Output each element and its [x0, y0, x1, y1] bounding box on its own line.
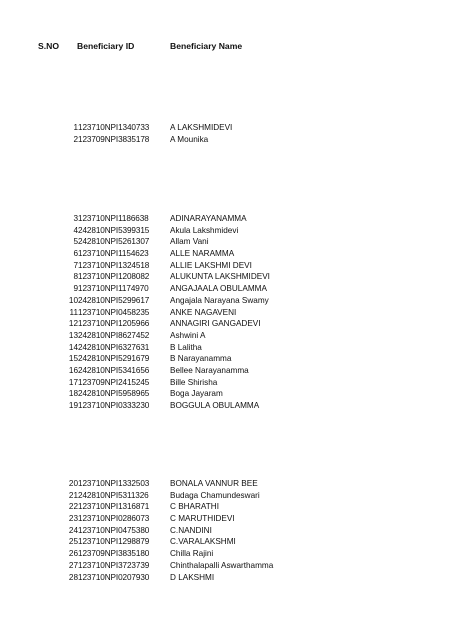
header-beneficiary-name: Beneficiary Name: [170, 41, 243, 51]
table-row: [0, 513, 474, 525]
beneficiary-name: C BHARATHI: [170, 502, 219, 512]
beneficiary-id: 123710NPI1316871: [78, 502, 150, 512]
serial-number: 7: [73, 260, 78, 270]
beneficiary-id: 242810NPI5261307: [78, 237, 150, 247]
beneficiary-name: Chilla Rajini: [170, 549, 214, 559]
table-row: [0, 353, 474, 365]
beneficiary-id: 123710NPI1186638: [78, 214, 149, 223]
serial-number: 24: [68, 525, 78, 535]
serial-number: 4: [73, 225, 78, 235]
beneficiary-id: 123710NPI1332503: [78, 479, 150, 488]
beneficiary-name: ALLE NARAMMA: [170, 249, 235, 259]
table-row: [0, 572, 474, 584]
beneficiary-name: ALUKUNTA LAKSHMIDEVI: [170, 272, 270, 282]
beneficiary-id: 242810NPI5958965: [78, 389, 150, 399]
beneficiary-id: 123710NPI1205966: [78, 319, 150, 329]
beneficiary-name: Allam Vani: [170, 237, 209, 247]
beneficiary-name: ANNAGIRI GANGADEVI: [170, 319, 261, 329]
beneficiary-id: 242810NPI5291679: [78, 354, 150, 364]
table-row: [0, 225, 474, 237]
beneficiary-id: 123710NPI1298879: [78, 537, 150, 547]
table-row: [0, 400, 474, 412]
beneficiary-name: B Lalitha: [170, 342, 202, 352]
beneficiary-id: 123710NPI1154623: [78, 249, 149, 259]
serial-number: 8: [73, 272, 78, 282]
beneficiary-id: 123710NPI1324518: [78, 260, 150, 270]
serial-number: 18: [68, 389, 78, 399]
beneficiary-name: A Mounika: [170, 134, 209, 144]
serial-number: 28: [68, 572, 78, 582]
serial-number: 27: [68, 560, 78, 570]
table-row: [0, 536, 474, 548]
table-row: [0, 388, 474, 400]
beneficiary-id: 123710NPI1340733: [78, 123, 150, 132]
table-row: [0, 134, 474, 146]
row-group-2: [0, 213, 474, 412]
beneficiary-name: C MARUTHIDEVI: [170, 514, 235, 524]
header-beneficiary-id: Beneficiary ID: [77, 41, 135, 51]
beneficiary-name: BOGGULA OBULAMMA: [170, 401, 260, 410]
table-row: [0, 365, 474, 377]
serial-number: 23: [68, 514, 78, 524]
serial-number: 6: [73, 249, 78, 259]
beneficiary-name: Angajala Narayana Swamy: [170, 295, 269, 305]
beneficiary-id: 242810NPI5399315: [78, 225, 150, 235]
beneficiary-name: BONALA VANNUR BEE: [170, 479, 258, 488]
table-row: [0, 478, 474, 490]
beneficiary-id: 242810NPI5341656: [78, 365, 150, 375]
serial-number: 13: [68, 330, 78, 340]
beneficiary-id: 123710NPI3723739: [78, 560, 150, 570]
beneficiary-name: D LAKSHMI: [170, 572, 215, 582]
beneficiary-name: Akula Lakshmidevi: [170, 225, 239, 235]
serial-number: 9: [73, 284, 78, 294]
table-row: [0, 122, 474, 134]
beneficiary-name: B Narayanamma: [170, 354, 232, 364]
beneficiary-id: 123710NPI0475380: [78, 525, 150, 535]
row-group-1: [0, 122, 474, 145]
serial-number: 2: [73, 134, 78, 144]
row-group-3: [0, 478, 474, 583]
table-row: [0, 560, 474, 572]
serial-number: 16: [68, 365, 78, 375]
beneficiary-id: 123710NPI0458235: [78, 307, 150, 317]
beneficiary-id: 242810NPI5299617: [78, 295, 150, 305]
serial-number: 22: [68, 502, 78, 512]
beneficiary-id: 242810NPI5311326: [78, 490, 149, 500]
table-row: [0, 525, 474, 537]
serial-number: 12: [68, 319, 78, 329]
serial-number: 20: [68, 479, 78, 488]
table-row: [0, 260, 474, 272]
beneficiary-name: ANKE NAGAVENI: [170, 307, 237, 317]
beneficiary-id: 242810NPI6327631: [78, 342, 150, 352]
beneficiary-id: 123710NPI0207930: [78, 572, 150, 582]
table-row: [0, 548, 474, 560]
table-row: [0, 330, 474, 342]
serial-number: 25: [68, 537, 78, 547]
serial-number: 11: [69, 307, 78, 317]
serial-number: 15: [68, 354, 78, 364]
table-row: [0, 377, 474, 389]
table-row: [0, 271, 474, 283]
serial-number: 14: [68, 342, 78, 352]
table-row: [0, 342, 474, 354]
serial-number: 21: [68, 490, 78, 500]
beneficiary-name: Budaga Chamundeswari: [170, 490, 260, 500]
serial-number: 3: [73, 214, 78, 223]
table-row: [0, 283, 474, 295]
header-sno: S.NO: [38, 41, 60, 51]
serial-number: 1: [73, 123, 78, 132]
beneficiary-id: 123709NPI3835180: [78, 549, 150, 559]
table-row: [0, 501, 474, 513]
table-row: [0, 307, 474, 319]
beneficiary-name: A LAKSHMIDEVI: [170, 123, 233, 132]
beneficiary-id: 123709NPI2415245: [78, 377, 150, 387]
beneficiary-id: 123710NPI0286073: [78, 514, 150, 524]
beneficiary-name: ANGAJAALA OBULAMMA: [170, 284, 267, 294]
beneficiary-id: 123710NPI1208082: [78, 272, 150, 282]
beneficiary-id: 242810NPI8627452: [78, 330, 150, 340]
beneficiary-name: C.NANDINI: [170, 525, 212, 535]
beneficiary-name: ALLIE LAKSHMI DEVI: [170, 260, 252, 270]
table-row: [0, 236, 474, 248]
beneficiary-id: 123709NPI3835178: [78, 134, 150, 144]
beneficiary-id: 123710NPI0333230: [78, 401, 150, 410]
serial-number: 5: [73, 237, 78, 247]
beneficiary-name: Boga Jayaram: [170, 389, 223, 399]
serial-number: 26: [68, 549, 78, 559]
beneficiary-name: Ashwini A: [170, 330, 206, 340]
serial-number: 19: [68, 401, 78, 410]
beneficiary-name: Chinthalapalli Aswarthamma: [170, 560, 274, 570]
beneficiary-id: 123710NPI1174970: [78, 284, 149, 294]
beneficiary-name: Bille Shirisha: [170, 377, 218, 387]
serial-number: 17: [68, 377, 78, 387]
serial-number: 10: [68, 295, 78, 305]
table-row: [0, 248, 474, 260]
table-row: [0, 213, 474, 225]
beneficiary-name: C.VARALAKSHMI: [170, 537, 236, 547]
table-row: [0, 490, 474, 502]
table-row: [0, 318, 474, 330]
beneficiary-name: Bellee Narayanamma: [170, 365, 249, 375]
table-row: [0, 295, 474, 307]
beneficiary-name: ADINARAYANAMMA: [170, 214, 247, 223]
